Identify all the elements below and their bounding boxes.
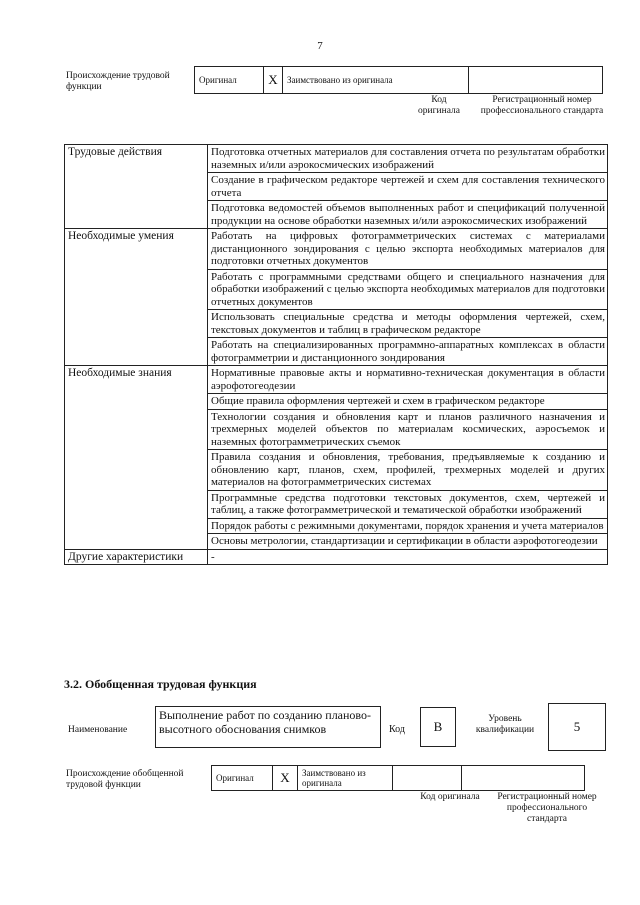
item-cell: Работать с программными средствами общего и специального назначения для обработки изображений с целью экспорта необходимых материалов для подготовки отчетных документов	[208, 269, 608, 310]
item-cell: Нормативные правовые акты и нормативно-техническая документация в области аэрофотогеодезии	[208, 366, 608, 394]
table-row	[65, 145, 608, 173]
item-cell: Создание в графическом редакторе чертежей и схем для составления технического отчета	[208, 173, 608, 201]
category-cell: Другие характеристики	[65, 549, 208, 565]
item-cell: -	[208, 549, 608, 565]
item-cell: Подготовка ведомостей объемов выполненных работ и спецификаций полученной продукции на основе обработки наземных и/или аэрокосмических изображений	[208, 201, 608, 229]
code-label: Код	[389, 724, 405, 735]
origin-label: Происхождение трудовой функции	[66, 71, 170, 92]
item-cell: Подготовка отчетных материалов для составления отчета по результатам обработки наземных и/или аэрокосмических изображений	[208, 145, 608, 173]
category-cell: Трудовые действия	[65, 145, 208, 229]
general-reg-number-caption: Регистрационный номер профессионального стандарта	[497, 792, 597, 824]
original-cell: Оригинал	[195, 67, 264, 94]
general-code-original-caption: Код оригинала	[420, 792, 480, 802]
table-row	[65, 549, 608, 565]
item-cell: Работать на цифровых фотограмметрических системах с материалами дистанционного зондирования с целью экспорта необходимых материалов для подготовки отчетных документов	[208, 229, 608, 270]
code-value-box: B	[420, 707, 456, 747]
reg-number-cell	[469, 67, 603, 94]
general-origin-label: Происхождение обобщенной трудовой функции	[66, 769, 184, 790]
item-cell: Технологии создания и обновления карт и планов различного назначения и трехмерных моделей объектов по материалам космических, аэросъемок и наземных фотограмметрических съемок	[208, 409, 608, 450]
item-cell: Работать на специализированных программно-аппаратных комплексах в области фотограмметрии и дистанционного зондирования	[208, 338, 608, 366]
item-cell: Основы метрологии, стандартизации и сертификации в области аэрофотогеодезии	[208, 534, 608, 550]
origin-table	[194, 66, 603, 94]
item-cell: Программные средства подготовки текстовых документов, схем, чертежей и таблиц, а также фотограмметрической и тематической обработки изображений	[208, 490, 608, 518]
general-reg-number-cell	[462, 766, 585, 791]
item-cell: Использовать специальные средства и методы оформления чертежей, схем, текстовых документов и таблиц в графическом редакторе	[208, 310, 608, 338]
item-cell: Порядок работы с режимными документами, порядок хранения и учета материалов	[208, 518, 608, 534]
general-code-cell	[393, 766, 462, 791]
table-row	[65, 229, 608, 270]
level-value-box: 5	[548, 703, 606, 751]
borrowed-cell: Заимствовано из оригинала	[283, 67, 469, 94]
category-cell: Необходимые знания	[65, 366, 208, 550]
item-cell: Общие правила оформления чертежей и схем в графическом редакторе	[208, 394, 608, 410]
item-cell: Правила создания и обновления, требования, предъявляемые к созданию и обновлению карт, планов, схем, профилей, трехмерных моделей и других материалов на фотограмметрических системах	[208, 450, 608, 491]
table-row	[65, 366, 608, 394]
general-origin-table	[211, 765, 585, 791]
category-cell: Необходимые умения	[65, 229, 208, 366]
reg-number-caption: Регистрационный номер профессионального стандарта	[480, 95, 604, 116]
code-original-caption: Код оригинала	[418, 95, 460, 116]
original-mark: X	[264, 67, 283, 94]
level-label: Уровень квалификации	[475, 714, 535, 735]
general-original-mark: X	[273, 766, 298, 791]
name-label: Наименование	[68, 725, 128, 735]
general-borrowed-cell: Заимствовано из оригинала	[298, 766, 393, 791]
labor-function-table	[64, 144, 608, 565]
general-original-cell: Оригинал	[212, 766, 273, 791]
section-heading: 3.2. Обобщенная трудовая функция	[64, 677, 257, 691]
function-name-box: Выполнение работ по созданию планово-высотного обоснования снимков	[155, 706, 381, 748]
page-number: 7	[317, 40, 323, 52]
